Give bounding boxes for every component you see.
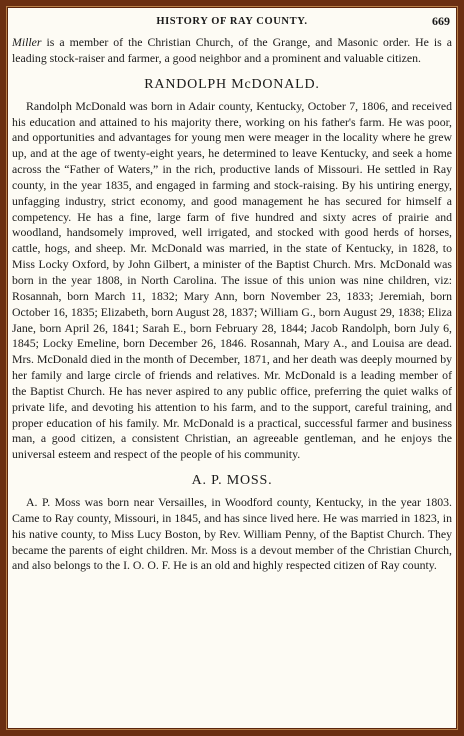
running-head [12, 14, 452, 32]
section-heading-mcdonald: RANDOLPH McDONALD. [144, 76, 320, 92]
section-body-moss: A. P. Moss was born near Versailles, in Woodford county, Kentucky, in the year 1803. Came to Ray county, Missouri, in 1845, and has since lived here. He was married in 1823, in his native county, to Miss Lucy Boston, by Rev. William Penny, of the Baptist Church. They became the parents of eight children. Mr. Moss is a devout member of the Christian Church, and also belongs to the I. O. O. F. He is an old and highly respected citizen of Ray county. [12, 495, 452, 573]
section-body-mcdonald: Randolph McDonald was born in Adair county, Kentucky, October 7, 1806, and received his education and attained to his majority there, working on his father's farm. He was poor, and opportunities and advantages for young men were meager in the locality where he grew up, and at the age of twenty-eight years, he determined to leave Kentucky, and seek a home across the “Father of Waters,” in the rich, productive lands of Missouri. He settled in Ray county, in the year 1835, and engaged in farming and stock-raising. By his untiring energy, unfagging industry, strict economy, and good management he has secured for himself a competency. He has a fine, large farm of five hundred and sixty acres of prairie and woodland, handsomely improved, well irrigated, and stocked with good herds of horses, cattle, hogs, and sheep. Mr. McDonald was married, in the state of Kentucky, in 1828, to Miss Locky Oxford, by John Gilbert, a minister of the Baptist Church. Mrs. McDonald was born in the year 1808, in North Carolina. The issue of this union was nine children, viz: Rosannah, born March 11, 1832; Mary Ann, born November 23, 1833; Jeremiah, born October 16, 1835; Elizabeth, born August 28, 1837; William G., born August 29, 1838; Eliza Jane, born April 26, 1841; Sarah E., born February 28, 1844; Jacob Randolph, born July 6, 1845; Locky Emeline, born December 26, 1846. Rosannah, Mary A., and Louisa are dead. Mrs. McDonald died in the month of December, 1871, and her death was deeply mourned by her family and large circle of friends and relatives. Mr. McDonald is a leading member of the Baptist Church. He has never aspired to any public office, preferring the quiet walks of private life, and devoting his attention to his farm, and to the support, careful training, and proper education of his family. Mr. McDonald is a practical, successful farmer and business man, a good citizen, a consistent Christian, an agreeable gentleman, and he enjoys the universal esteem and respect of the people of his community. [12, 98, 452, 462]
page-number: 669 [432, 14, 450, 28]
running-head-title: HISTORY OF RAY COUNTY. [156, 16, 308, 27]
intro-paragraph [12, 35, 452, 67]
intro-name: Miller [12, 35, 42, 49]
intro-text: is a member of the Christian Church, of the Grange, and Masonic order. He is a leading stock-raiser and farmer, a good neighbor and a prominent and valuable citizen. [12, 35, 452, 65]
document-page [12, 14, 452, 726]
section-heading-moss: A. P. MOSS. [191, 473, 273, 489]
